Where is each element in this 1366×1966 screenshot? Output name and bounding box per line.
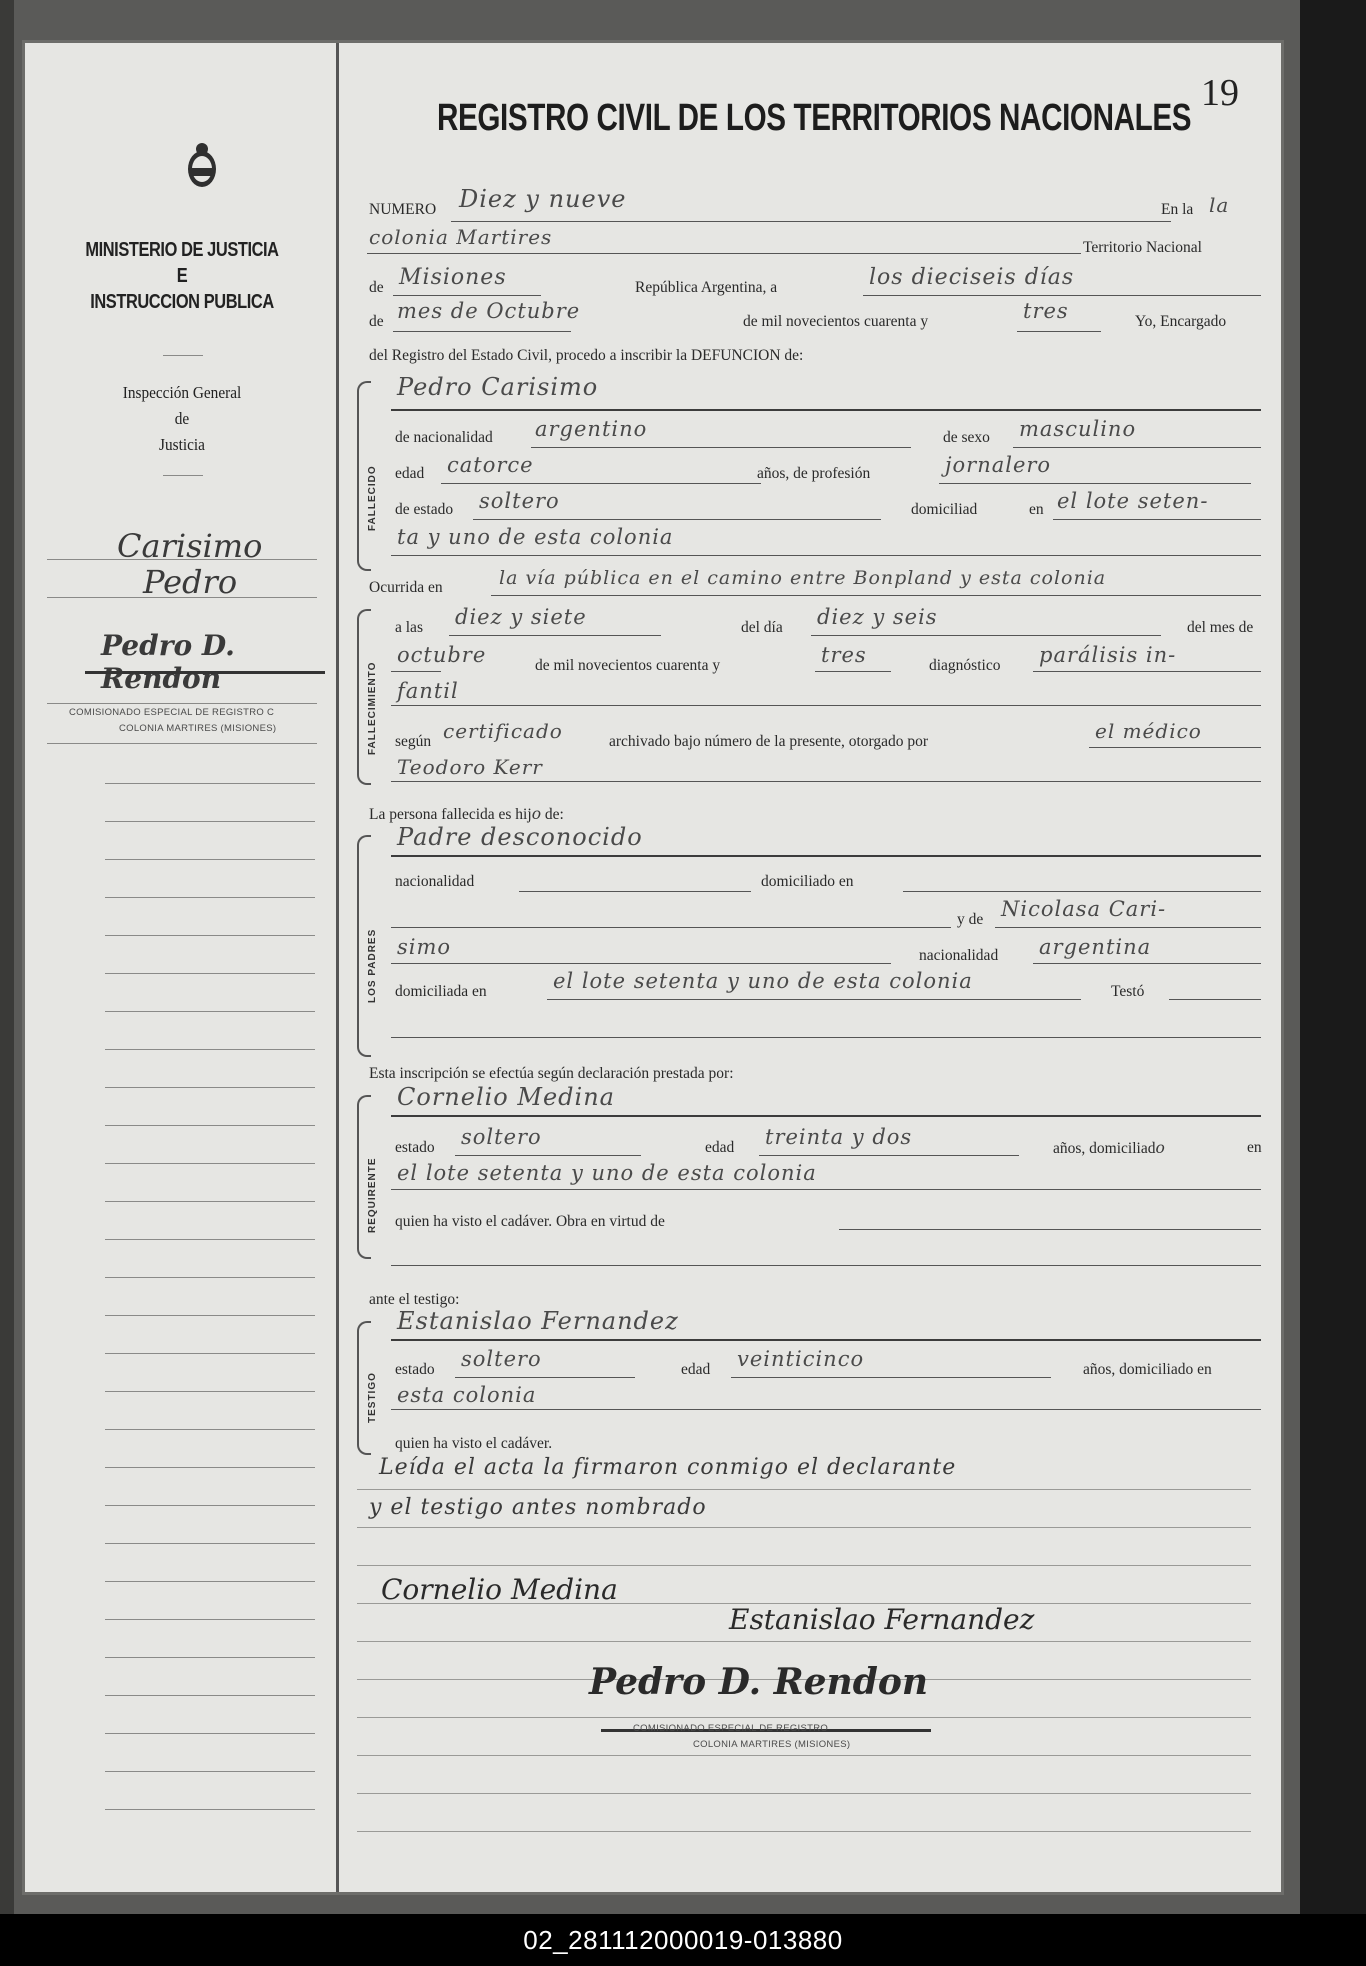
ministry-line-3: INSTRUCCION PUBLICA [90, 291, 274, 313]
field-madre-nac: argentina [1039, 935, 1152, 959]
field-numero: Diez y nueve [459, 185, 627, 213]
label-numero: NUMERO [369, 201, 437, 218]
field-mes-fallec: octubre [397, 643, 487, 667]
label-archivado: archivado bajo número de la presente, otorgado por [609, 733, 929, 750]
field-testigo: Estanislao Fernandez [397, 1307, 679, 1335]
label-testo: Testó [1111, 983, 1145, 1000]
label-de: de [369, 279, 384, 296]
field-diagnostico-1: parálisis in- [1039, 643, 1177, 667]
field-test-estado: soltero [461, 1347, 542, 1371]
label-nacionalidad-madre: nacionalidad [919, 947, 999, 964]
label-anos-domicil: años, domiciliado [1053, 1139, 1165, 1157]
label-en-la: En la [1161, 201, 1194, 218]
field-territorio: Misiones [399, 265, 507, 290]
margin-stamp-line1: COMISIONADO ESPECIAL DE REGISTRO C [69, 707, 275, 718]
field-test-dom: esta colonia [397, 1383, 537, 1407]
field-profesion: jornalero [945, 453, 1052, 477]
field-decl-edad: treinta y dos [765, 1125, 913, 1149]
label-estado-test: estado [395, 1361, 435, 1378]
field-madre-dom: el lote setenta y uno de esta colonia [553, 969, 973, 993]
label-y-de: y de [957, 911, 984, 928]
label-del-dia: del día [741, 619, 783, 636]
side-label-padres: LOS PADRES [367, 928, 378, 1003]
label-estado-decl: estado [395, 1139, 435, 1156]
image-id-footer [0, 1914, 1366, 1966]
label-quien-visto: quien ha visto el cadáver. Obra en virtud de [395, 1213, 665, 1230]
page-title: REGISTRO CIVIL DE LOS TERRITORIOS NACIONALES [437, 97, 1192, 139]
label-de2: de [369, 313, 384, 330]
inspection-line-1: Inspección General [122, 383, 242, 402]
field-dia: los dieciseis días [869, 265, 1075, 290]
inspection-line-2: de [174, 409, 190, 428]
folio-number: 19 [1201, 72, 1239, 114]
margin-signature: Pedro D. Rendon [101, 629, 235, 695]
field-edad: catorce [447, 453, 534, 477]
label-domiciliado-padre: domiciliado en [761, 873, 854, 890]
field-en-la: la [1209, 193, 1230, 217]
field-padre: Padre desconocido [397, 823, 643, 851]
label-anos-domiciliado: años, domiciliado en [1083, 1361, 1212, 1378]
field-colonia: colonia Martires [369, 225, 553, 249]
margin-column [25, 43, 339, 1892]
label-sexo: de sexo [943, 429, 990, 446]
field-leida-1: Leída el acta la firmaron conmigo el declarante [379, 1455, 957, 1480]
bottom-stamp-line2: COLONIA MARTIRES (MISIONES) [693, 1739, 851, 1750]
label-edad-test: edad [681, 1361, 711, 1378]
label-inscripcion: Esta inscripción se efectúa según declaración prestada por: [369, 1065, 734, 1082]
field-sexo: masculino [1019, 417, 1137, 441]
label-del-registro: del Registro del Estado Civil, procedo a inscribir la DEFUNCION de: [369, 347, 804, 364]
field-anio-fallec: tres [821, 643, 867, 667]
field-medico: Teodoro Kerr [397, 755, 543, 779]
label-nacionalidad-padre: nacionalidad [395, 873, 475, 890]
label-edad-decl: edad [705, 1139, 735, 1156]
image-id-label: 02_281112000019-013880 [523, 1925, 843, 1955]
field-domicilio-2: ta y uno de esta colonia [397, 525, 674, 549]
label-diagnostico: diagnóstico [929, 657, 1001, 674]
field-diagnostico-2: fantil [397, 679, 459, 703]
margin-name: Pedro [143, 563, 238, 601]
side-label-fallecimiento: FALLECIMIENTO [367, 661, 378, 755]
label-nacionalidad: de nacionalidad [395, 429, 493, 446]
field-mes: mes de Octubre [397, 299, 581, 323]
field-domicilio-1: el lote seten- [1057, 489, 1209, 513]
book-binding [0, 0, 14, 1914]
field-declarante: Cornelio Medina [397, 1083, 615, 1111]
field-anio: tres [1023, 299, 1069, 323]
label-ocurrida: Ocurrida en [369, 579, 443, 596]
field-hijo-suffix: o [531, 805, 542, 823]
label-de-mil: de mil novecientos cuarenta y [743, 313, 929, 330]
margin-stamp-line2: COLONIA MARTIRES (MISIONES) [119, 723, 277, 734]
label-a-las: a las [395, 619, 423, 636]
field-nacionalidad: argentino [535, 417, 648, 441]
field-otorgado: el médico [1095, 719, 1202, 743]
field-dia-fallec: diez y seis [817, 605, 938, 629]
field-decl-estado: soltero [461, 1125, 542, 1149]
inspection-line-3: Justicia [159, 435, 205, 454]
register-page [22, 40, 1284, 1895]
field-madre-1: Nicolasa Cari- [1001, 897, 1167, 921]
field-difunto: Pedro Carisimo [397, 373, 599, 401]
label-estado: de estado [395, 501, 454, 518]
label-ante-testigo: ante el testigo: [369, 1291, 460, 1308]
death-record-form [339, 43, 1281, 1892]
national-seal-icon [185, 141, 219, 193]
field-decl-dom-suffix: o [1155, 1139, 1165, 1157]
ministry-line-1: MINISTERIO DE JUSTICIA [85, 239, 279, 261]
field-test-edad: veinticinco [737, 1347, 865, 1371]
signature-testigo: Estanislao Fernandez [729, 1603, 1035, 1636]
side-label-requirente: REQUIRENTE [367, 1157, 378, 1233]
label-en: en [1029, 501, 1044, 518]
label-persona-hijo: La persona fallecida es hijo de: [369, 805, 564, 823]
margin-surname: Carisimo [117, 527, 263, 565]
signature-encargado: Pedro D. Rendon [589, 1661, 929, 1703]
label-de-mil2: de mil novecientos cuarenta y [535, 657, 721, 674]
label-segun: según [395, 733, 432, 750]
label-yo-encargado: Yo, Encargado [1135, 313, 1227, 330]
label-domiciliada: domiciliada en [395, 983, 487, 1000]
side-label-testigo: TESTIGO [367, 1372, 378, 1423]
field-ocurrida: la vía pública en el camino entre Bonpland y esta colonia [499, 567, 1107, 589]
label-edad: edad [395, 465, 425, 482]
label-domiciliado: domiciliad [911, 501, 978, 518]
field-estado: soltero [479, 489, 560, 513]
field-hora: diez y siete [455, 605, 587, 629]
field-segun: certificado [443, 719, 563, 743]
label-en-decl: en [1247, 1139, 1262, 1156]
field-leida-2: y el testigo antes nombrado [369, 1495, 707, 1520]
field-decl-dom: el lote setenta y uno de esta colonia [397, 1161, 817, 1185]
label-territorio: Territorio Nacional [1083, 239, 1202, 256]
field-madre-2: simo [397, 935, 452, 959]
ministry-line-2: E [176, 265, 188, 287]
label-del-mes: del mes de [1187, 619, 1254, 636]
label-republica: República Argentina, a [635, 279, 778, 296]
signature-declarante: Cornelio Medina [381, 1573, 618, 1606]
label-profesion: años, de profesión [757, 465, 871, 482]
label-quien-visto2: quien ha visto el cadáver. [395, 1435, 553, 1452]
bottom-stamp-line1: COMISIONADO ESPECIAL DE REGISTRO [633, 1723, 829, 1734]
side-label-fallecido: FALLECIDO [367, 465, 378, 531]
